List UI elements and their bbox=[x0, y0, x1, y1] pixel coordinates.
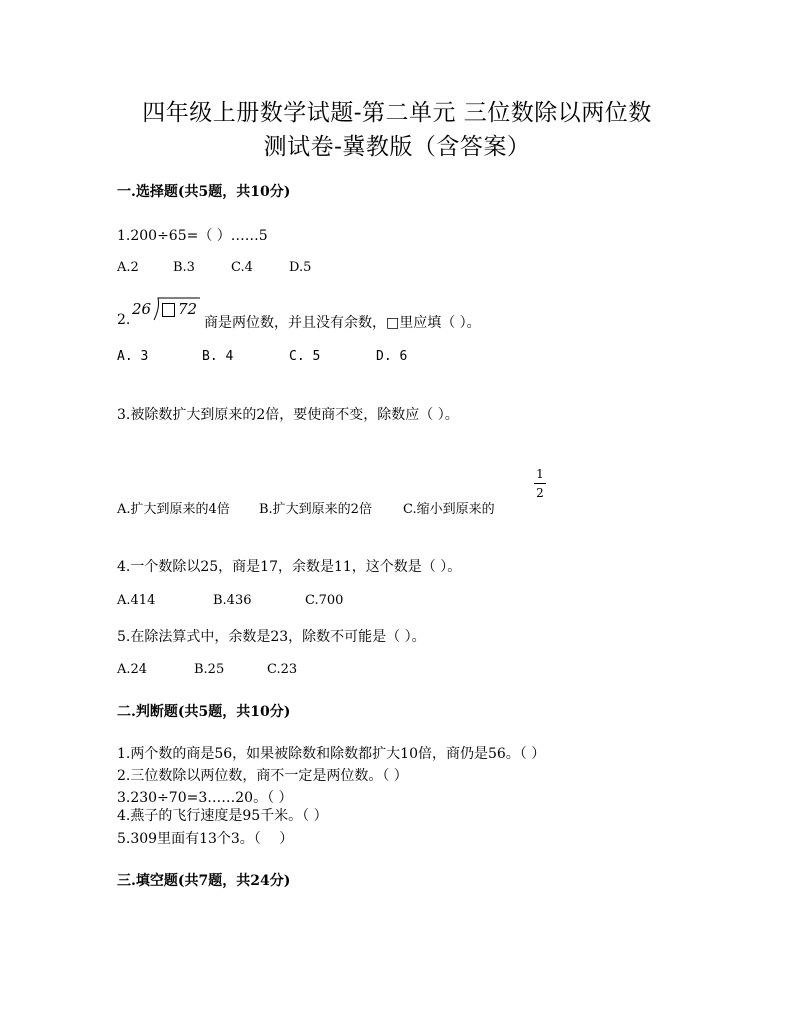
q1-option-a: A.2 bbox=[117, 260, 139, 275]
q3-option-c: C.缩小到原来的 bbox=[403, 502, 495, 517]
q2-option-c: C. 5 bbox=[289, 349, 321, 364]
question-3: 3.被除数扩大到原来的2倍，要使商不变，除数应（ ）。 bbox=[117, 407, 459, 423]
fraction-denominator: 2 bbox=[536, 486, 544, 500]
long-division-figure bbox=[132, 296, 202, 324]
question-5: 5.在除法算式中，余数是23，除数不可能是（ ）。 bbox=[117, 629, 426, 645]
fraction-one-half bbox=[532, 467, 548, 500]
fraction-numerator: 1 bbox=[536, 467, 544, 481]
blank-box bbox=[162, 303, 175, 317]
q4-option-c: C.700 bbox=[305, 593, 344, 608]
q3-option-b: B.扩大到原来的2倍 bbox=[259, 502, 372, 517]
q1-option-d: D.5 bbox=[289, 260, 312, 275]
q5-option-a: A.24 bbox=[117, 662, 148, 677]
q4-option-a: A.414 bbox=[117, 593, 156, 608]
judgement-item-1: 1.两个数的商是56，如果被除数和除数都扩大10倍，商仍是56。（ ） bbox=[117, 746, 546, 762]
judgement-item-5: 5.309里面有13个3。（ ） bbox=[117, 831, 294, 847]
q2-option-b: B. 4 bbox=[202, 349, 234, 364]
q1-option-c: C.4 bbox=[231, 260, 253, 275]
fraction-bar bbox=[534, 483, 546, 484]
section1-heading: 一.选择题(共5题，共10分) bbox=[117, 184, 291, 200]
q3-option-a: A.扩大到原来的4倍 bbox=[117, 502, 230, 517]
section3-heading: 三.填空题(共7题，共24分) bbox=[117, 873, 291, 889]
question-2-text: 商是两位数，并且没有余数，□里应填（ ）。 bbox=[204, 315, 481, 331]
judgement-item-4: 4.燕子的飞行速度是95千米。（ ） bbox=[117, 808, 328, 824]
judgement-item-2: 2.三位数除以两位数，商不一定是两位数。（ ） bbox=[117, 768, 408, 784]
dividend-tail: 72 bbox=[178, 300, 198, 318]
q4-option-b: B.436 bbox=[213, 593, 252, 608]
q1-option-b: B.3 bbox=[173, 260, 195, 275]
q2-option-d: D. 6 bbox=[376, 349, 408, 364]
q2-option-a: A. 3 bbox=[117, 349, 149, 364]
section2-heading: 二.判断题(共5题，共10分) bbox=[117, 704, 291, 720]
page-title-line1: 四年级上册数学试题-第二单元 三位数除以两位数 bbox=[142, 100, 652, 126]
q5-option-c: C.23 bbox=[267, 662, 298, 677]
q5-option-b: B.25 bbox=[194, 662, 225, 677]
page-title-line2: 测试卷-冀教版（含答案） bbox=[263, 134, 531, 160]
question-4: 4.一个数除以25，商是17，余数是11，这个数是（ ）。 bbox=[117, 559, 462, 575]
question-1: 1.200÷65=（ ）……5 bbox=[117, 228, 268, 244]
divisor: 26 bbox=[132, 300, 152, 318]
q2-number: 2. bbox=[117, 312, 131, 328]
judgement-item-3: 3.230÷70=3……20。（ ） bbox=[117, 790, 293, 806]
